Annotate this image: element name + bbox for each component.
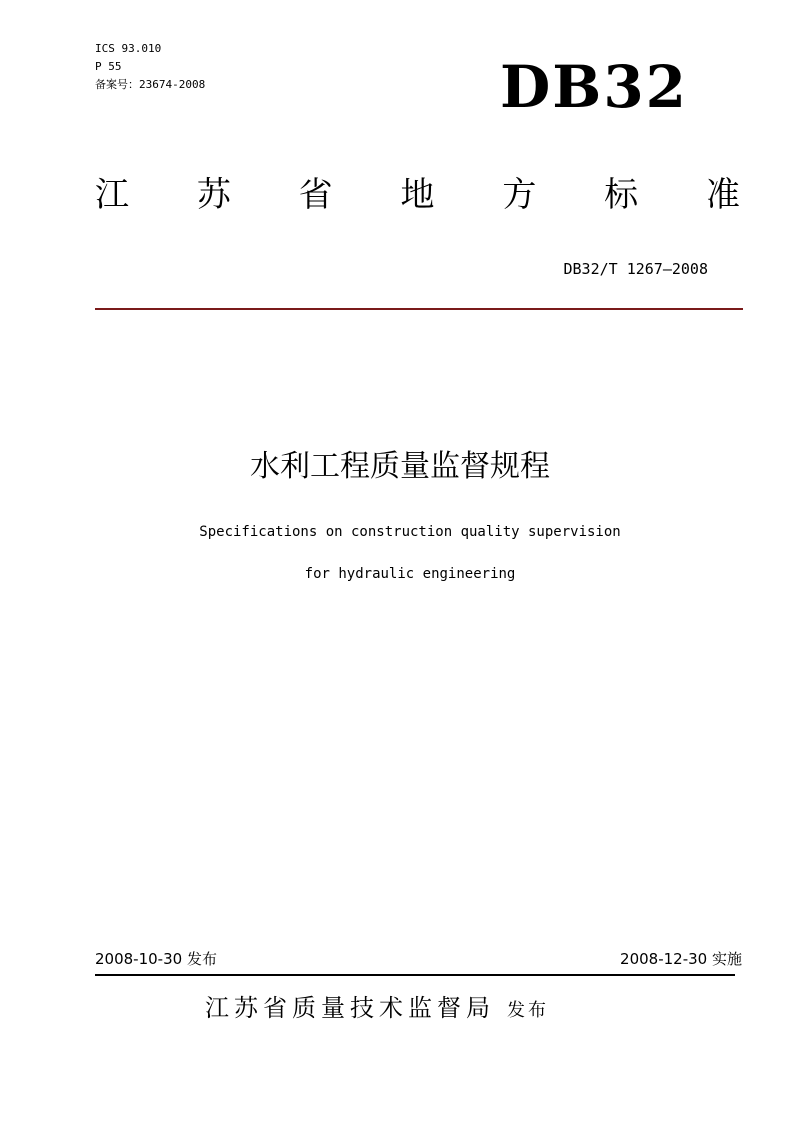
- standard-type-char: 江: [95, 175, 129, 215]
- header-divider: [95, 308, 743, 310]
- issue-date: 2008-10-30 发布: [95, 950, 217, 968]
- document-title-en-line2: for hydraulic engineering: [304, 566, 516, 582]
- standard-type-char: 苏: [196, 175, 231, 215]
- record-number: 备案号：23674-2008: [95, 78, 206, 91]
- footer-divider: [95, 974, 735, 976]
- classification-block: [95, 40, 205, 94]
- ics-code: ICS 93.010: [95, 42, 162, 55]
- standard-type-char: 地: [400, 175, 435, 215]
- standard-type-char: 省: [298, 175, 333, 215]
- standard-type-char: 准: [705, 175, 740, 215]
- document-title-en-line1: Specifications on construction quality supervision: [199, 524, 621, 540]
- standard-number: DB32/T 1267—2008: [563, 260, 708, 278]
- publisher-suffix: 发布: [507, 1000, 549, 1021]
- standard-type-heading: [95, 170, 740, 220]
- ccs-code: P 55: [95, 60, 122, 73]
- publisher-name: 江苏省质量技术监督局: [205, 994, 495, 1022]
- standard-logo: DB32: [500, 53, 689, 121]
- implementation-date: 2008-12-30 实施: [620, 950, 742, 968]
- standard-type-char: 方: [502, 175, 537, 215]
- standard-type-char: 标: [604, 175, 639, 215]
- document-title-cn: 水利工程质量监督规程: [250, 449, 550, 484]
- publisher-line: [205, 990, 549, 1029]
